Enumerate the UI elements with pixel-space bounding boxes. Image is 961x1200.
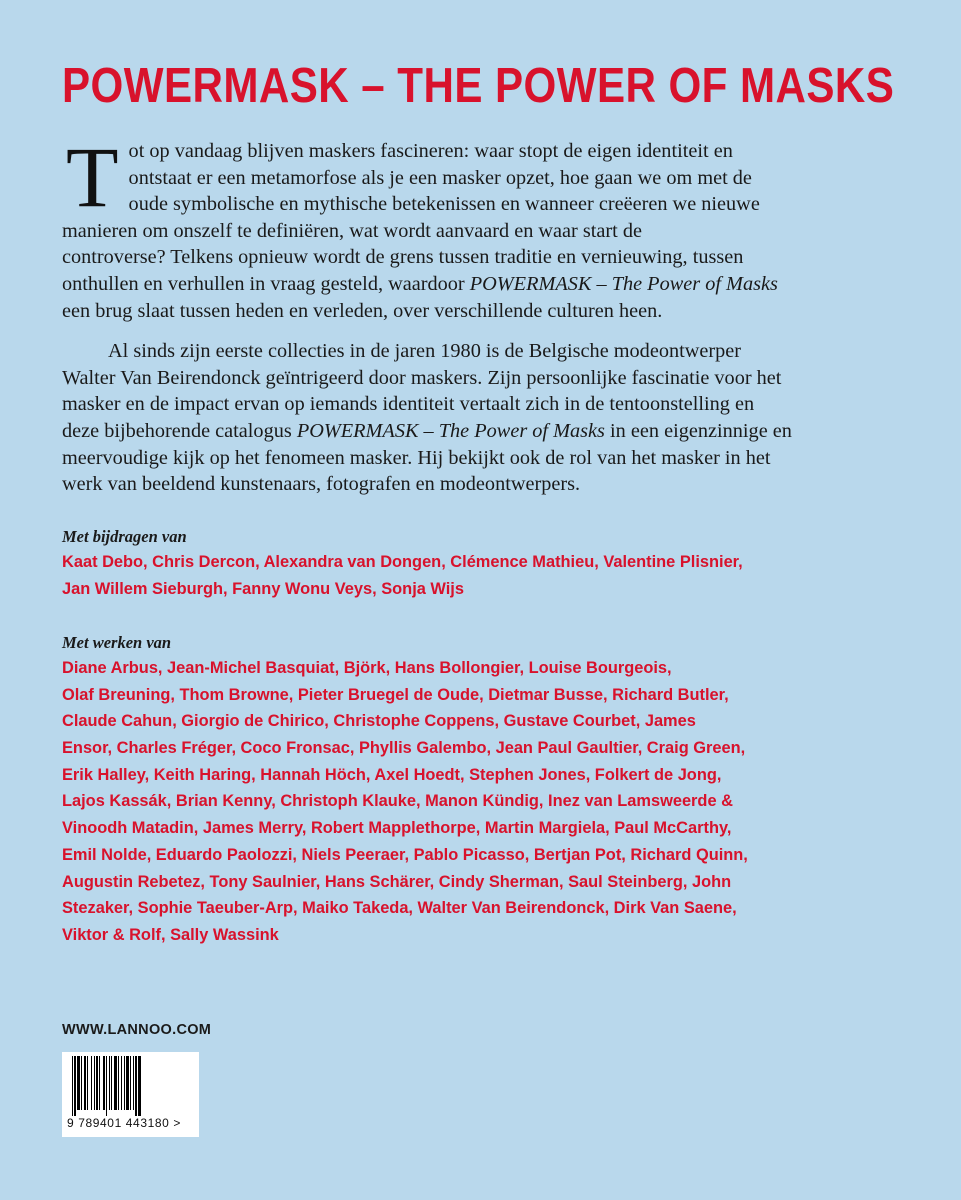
barcode-bar: [133, 1056, 134, 1110]
drop-cap: T: [66, 129, 119, 225]
artists-line-7: Vinoodh Matadin, James Merry, Robert Mapplethorpe, Martin Margiela, Paul McCarthy,: [62, 819, 732, 838]
barcode-bar: [109, 1056, 110, 1110]
barcode-bar: [77, 1056, 80, 1110]
artists-line-6: Lajos Kassák, Brian Kenny, Christoph Klauke, Manon Kündig, Inez van Lamsweerde &: [62, 792, 733, 811]
barcode-bar: [99, 1056, 100, 1110]
artists-section: [62, 631, 922, 949]
barcode-bar: [81, 1056, 82, 1110]
para2-line-4-start: deze bijbehorende catalogus: [62, 419, 297, 442]
barcode-bar: [94, 1056, 95, 1110]
artists-line-11: Viktor & Rolf, Sally Wassink: [62, 925, 279, 944]
publisher-website[interactable]: WWW.LANNOO.COM: [62, 1022, 212, 1038]
barcode-bar: [106, 1056, 107, 1116]
intro-line-5: controverse? Telkens opnieuw wordt de grens tussen traditie en vernieuwing, tussen: [62, 246, 744, 269]
intro-italic-title: POWERMASK – The Power of Masks: [469, 272, 778, 295]
para2-line-1: Al sinds zijn eerste collecties in de jaren 1980 is de Belgische modeontwerper: [108, 340, 742, 363]
barcode-bar: [138, 1056, 141, 1116]
intro-paragraph: [62, 129, 862, 324]
para2-line-2: Walter Van Beirendonck geïntrigeerd door maskers. Zijn persoonlijke fascinatie voor het: [62, 366, 782, 389]
intro-line-3: oude symbolische en mythische betekenissen en wanneer creëeren we nieuwe: [128, 193, 760, 216]
artists-line-3: Claude Cahun, Giorgio de Chirico, Christophe Coppens, Gustave Courbet, James: [62, 712, 696, 731]
barcode-bar: [126, 1056, 129, 1110]
barcode-bar: [84, 1056, 86, 1110]
artists-label: Met werken van: [62, 633, 172, 652]
barcode-bar: [130, 1056, 131, 1110]
barcode-bar: [114, 1056, 117, 1110]
barcode-bar: [111, 1056, 112, 1110]
barcode-bar: [124, 1056, 125, 1110]
artists-line-10: Stezaker, Sophie Taeuber-Arp, Maiko Takeda, Walter Van Beirendonck, Dirk Van Saene,: [62, 899, 737, 918]
barcode-bar: [103, 1056, 105, 1110]
barcode-bar: [87, 1056, 88, 1110]
intro-line-4: manieren om onszelf te definiëren, wat wordt aanvaard en waar start de: [62, 219, 643, 242]
para2-line-5: meervoudige kijk op het fenomeen masker. Hij bekijkt ook de rol van het masker in het: [62, 446, 771, 469]
intro-line-6: [62, 271, 862, 298]
barcode: [62, 1052, 199, 1137]
artists-line-5: Erik Halley, Keith Haring, Hannah Höch, Axel Hoedt, Stephen Jones, Folkert de Jong,: [62, 765, 722, 784]
barcode-bar: [72, 1056, 73, 1116]
para2-italic-title: POWERMASK – The Power of Masks: [296, 419, 605, 442]
para2-line-3: masker en de impact ervan op iemands identiteit vertaalt zich in de tentoonstelling en: [62, 393, 755, 416]
artists-line-1: Diane Arbus, Jean-Michel Basquiat, Björk, Hans Bollongier, Louise Bourgeois,: [62, 659, 672, 677]
barcode-bars: [70, 1056, 191, 1116]
barcode-bar: [118, 1056, 119, 1110]
para2-line-4: [62, 418, 862, 445]
artists-line-4: Ensor, Charles Fréger, Coco Fronsac, Phyllis Galembo, Jean Paul Gaultier, Craig Green,: [62, 739, 746, 758]
artists-line-9: Augustin Rebetez, Tony Saulnier, Hans Schärer, Cindy Sherman, Saul Steinberg, John: [62, 872, 732, 891]
para2-line-6: werk van beeldend kunstenaars, fotografen en modeontwerpers.: [62, 473, 581, 496]
intro-line-6-text: onthullen en verhullen in vraag gesteld, waardoor: [62, 272, 470, 295]
barcode-bar: [74, 1056, 76, 1116]
barcode-bar: [96, 1056, 98, 1110]
barcode-bar: [91, 1056, 92, 1110]
cover-title: POWERMASK – THE POWER OF MASKS: [62, 59, 895, 113]
barcode-bar: [121, 1056, 122, 1110]
intro-line-7: een brug slaat tussen heden en verleden, over verschillende culturen heen.: [62, 299, 663, 322]
intro-line-1: ot op vandaag blijven maskers fascineren: waar stopt de eigen identiteit en: [128, 140, 733, 162]
artists-line-2: Olaf Breuning, Thom Browne, Pieter Bruegel de Oude, Dietmar Busse, Richard Butler,: [62, 685, 729, 704]
isbn-number: 9 789401 443180 >: [67, 1116, 181, 1130]
contributors-section: [62, 525, 922, 602]
barcode-bar: [135, 1056, 137, 1116]
contributors-line-2: Jan Willem Sieburgh, Fanny Wonu Veys, Sonja Wijs: [62, 579, 464, 598]
contributors-label: Met bijdragen van: [62, 527, 187, 546]
artists-line-8: Emil Nolde, Eduardo Paolozzi, Niels Peeraer, Pablo Picasso, Bertjan Pot, Richard Quinn,: [62, 845, 748, 864]
second-paragraph: [62, 338, 862, 498]
contributors-line-1: Kaat Debo, Chris Dercon, Alexandra van Dongen, Clémence Mathieu, Valentine Plisnier,: [62, 553, 743, 571]
para2-line-4-end: in een eigenzinnige en: [604, 419, 792, 442]
intro-text: [62, 129, 862, 498]
intro-line-2: ontstaat er een metamorfose als je een masker opzet, hoe gaan we om met de: [128, 166, 752, 189]
